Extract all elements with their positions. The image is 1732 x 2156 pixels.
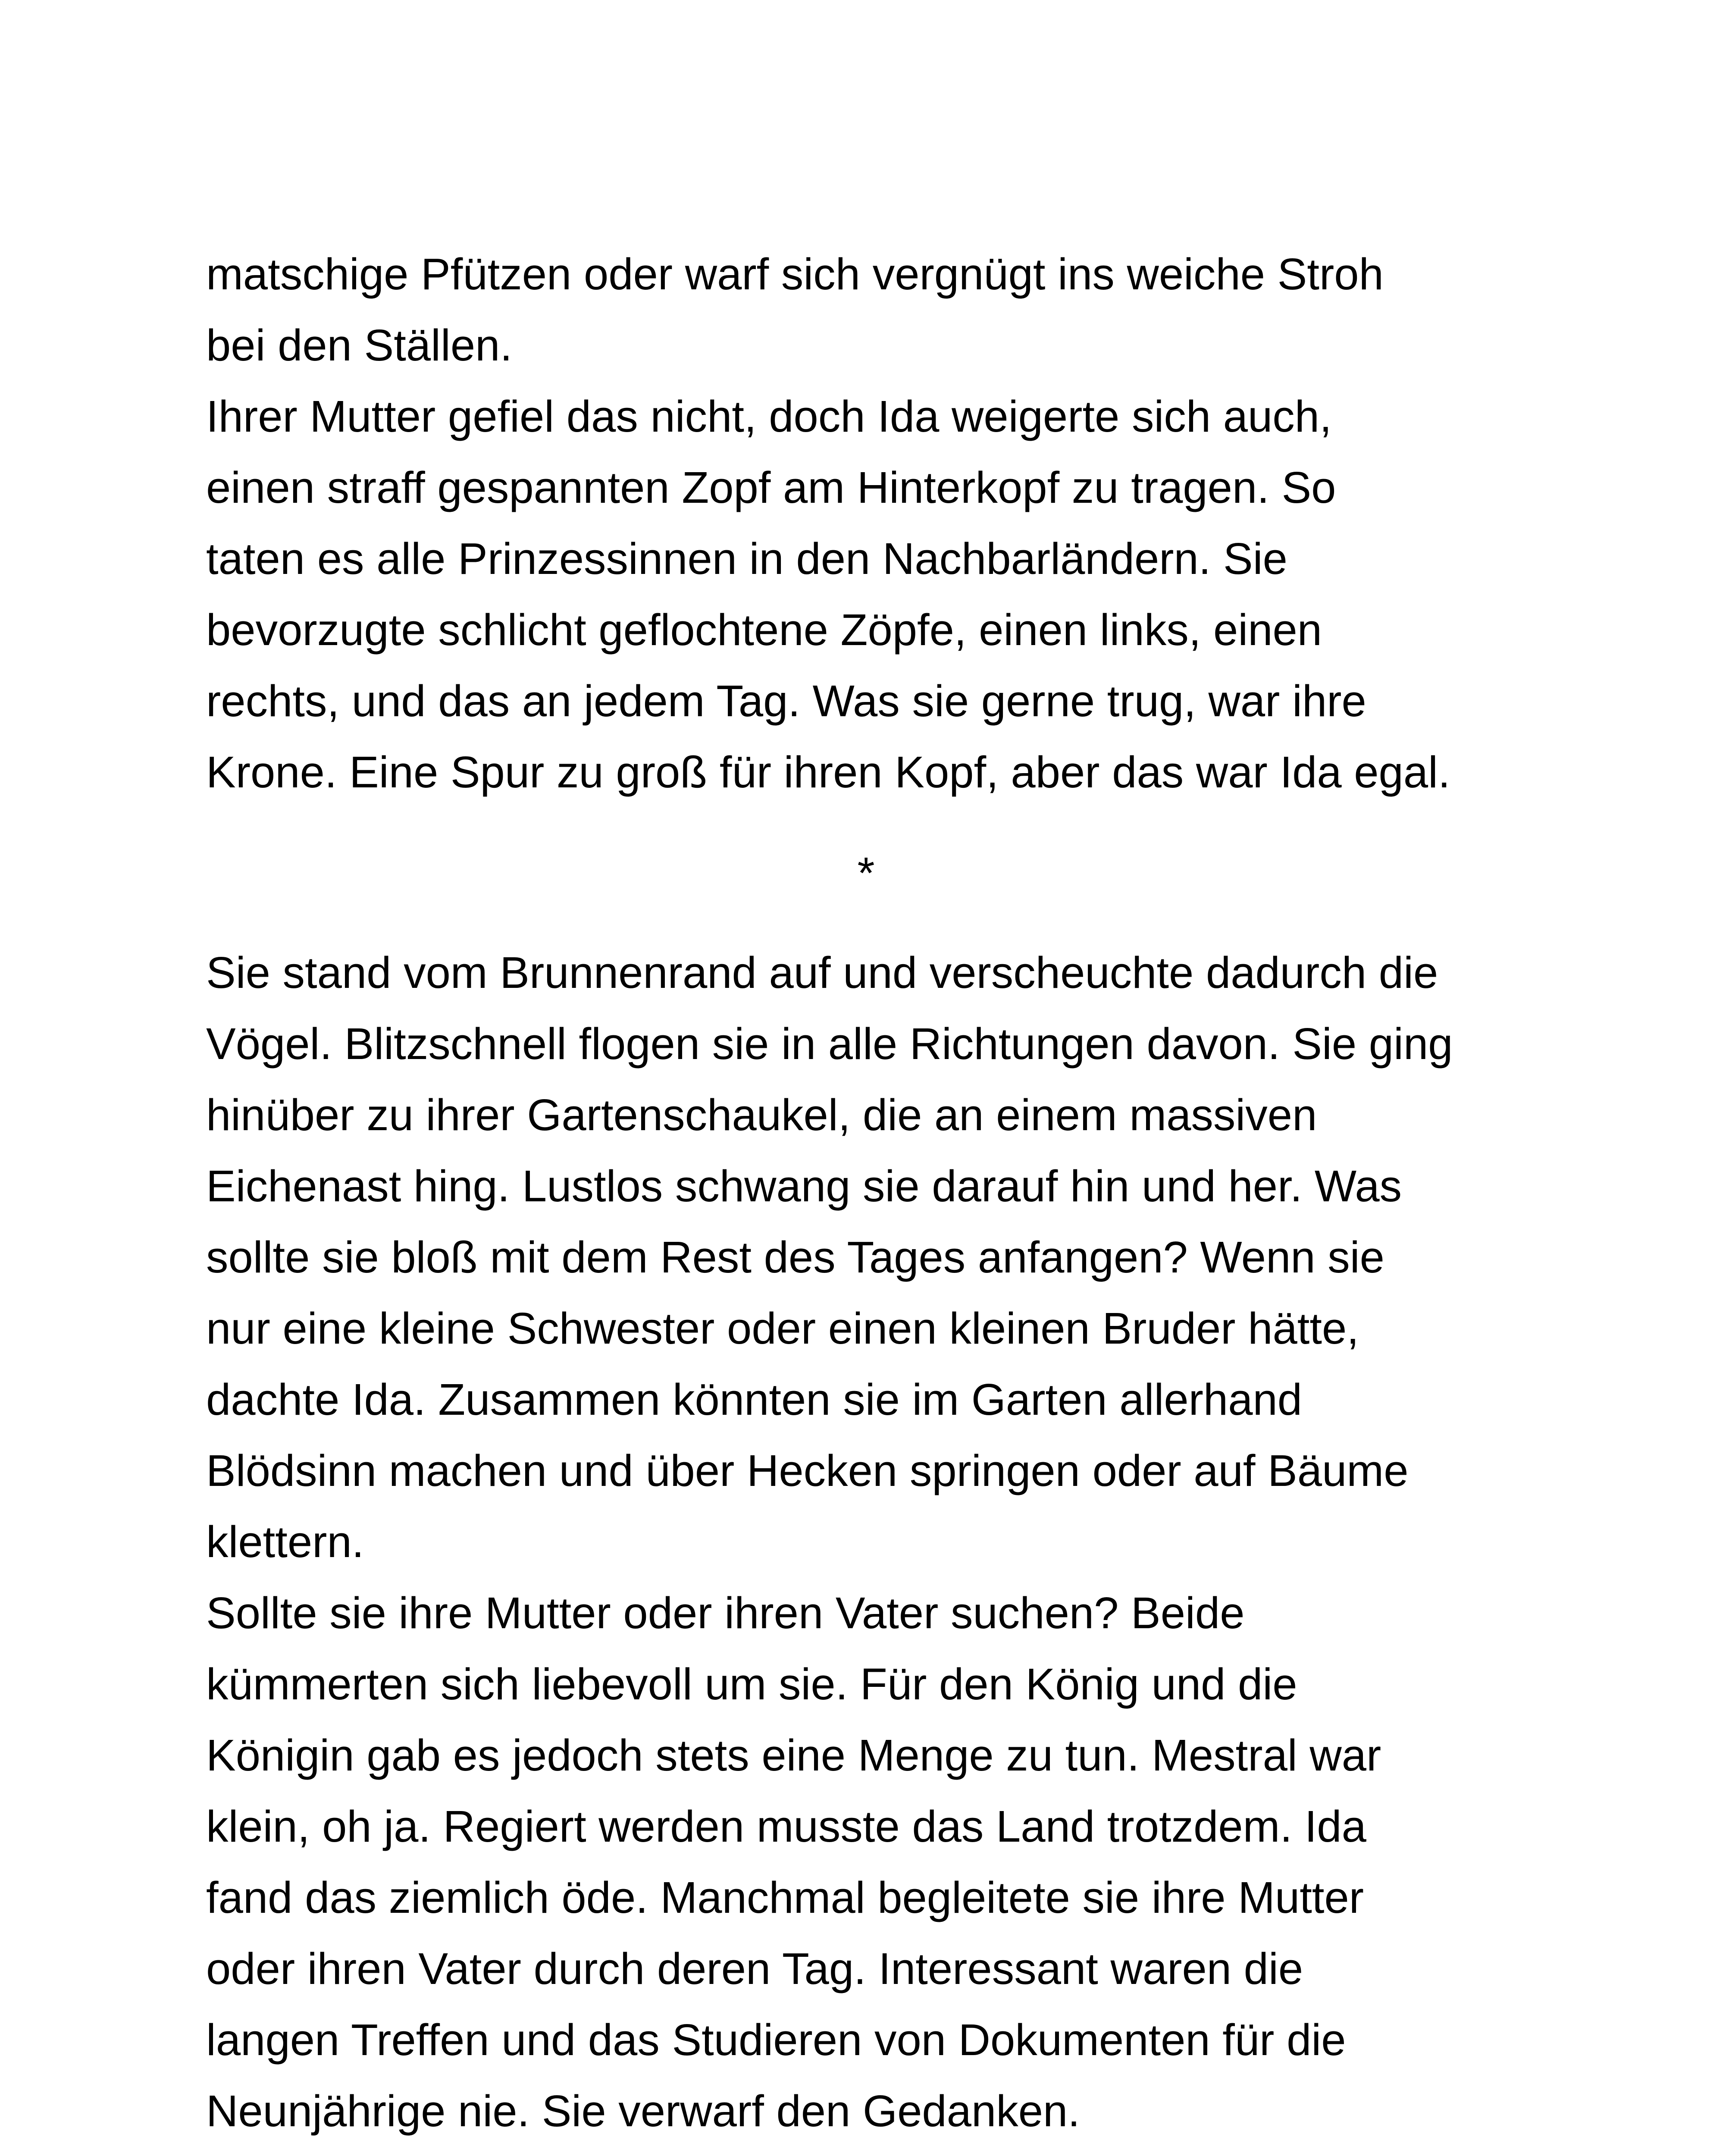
- text-line: Krone. Eine Spur zu groß für ihren Kopf, aber das war Ida egal.: [206, 747, 1450, 797]
- text-line: dachte Ida. Zusammen könnten sie im Garten allerhand: [206, 1375, 1303, 1424]
- section-separator: *: [857, 848, 875, 898]
- text-line: bei den Ställen.: [206, 320, 513, 370]
- text-line: Neunjährige nie. Sie verwarf den Gedanken.: [206, 2086, 1080, 2136]
- text-line: fand das ziemlich öde. Manchmal begleitete sie ihre Mutter: [206, 1873, 1364, 1922]
- text-line: langen Treffen und das Studieren von Dokumenten für die: [206, 2015, 1346, 2065]
- text-line: kümmerten sich liebevoll um sie. Für den König und die: [206, 1659, 1297, 1709]
- text-line: matschige Pfützen oder warf sich vergnügt ins weiche Stroh: [206, 249, 1384, 299]
- text-line: oder ihren Vater durch deren Tag. Interessant waren die: [206, 1944, 1303, 1993]
- text-line: sollte sie bloß mit dem Rest des Tages anfangen? Wenn sie: [206, 1232, 1384, 1282]
- text-line: klein, oh ja. Regiert werden musste das Land trotzdem. Ida: [206, 1802, 1366, 1851]
- text-line: hinüber zu ihrer Gartenschaukel, die an einem massiven: [206, 1090, 1317, 1140]
- paragraph-block-upper: [206, 238, 1534, 808]
- text-line: taten es alle Prinzessinnen in den Nachbarländern. Sie: [206, 534, 1287, 583]
- text-line: Vögel. Blitzschnell flogen sie in alle Richtungen davon. Sie ging: [206, 1019, 1453, 1069]
- text-line: Eichenast hing. Lustlos schwang sie darauf hin und her. Was: [206, 1161, 1402, 1211]
- text-line: bevorzugte schlicht geflochtene Zöpfe, einen links, einen: [206, 605, 1322, 655]
- text-line: Königin gab es jedoch stets eine Menge zu tun. Mestral war: [206, 1730, 1381, 1780]
- text-line: klettern.: [206, 1517, 364, 1567]
- text-line: rechts, und das an jedem Tag. Was sie gerne trug, war ihre: [206, 676, 1366, 726]
- text-line: Ihrer Mutter gefiel das nicht, doch Ida weigerte sich auch,: [206, 392, 1332, 441]
- text-line: Sie stand vom Brunnenrand auf und verscheuchte dadurch die: [206, 948, 1438, 997]
- text-line: einen straff gespannten Zopf am Hinterkopf zu tragen. So: [206, 463, 1336, 512]
- text-line: Blödsinn machen und über Hecken springen oder auf Bäume: [206, 1446, 1409, 1495]
- text-line: nur eine kleine Schwester oder einen kleinen Bruder hätte,: [206, 1304, 1359, 1353]
- text-line: Sollte sie ihre Mutter oder ihren Vater suchen? Beide: [206, 1588, 1245, 1638]
- paragraph-block-lower: [206, 937, 1534, 2147]
